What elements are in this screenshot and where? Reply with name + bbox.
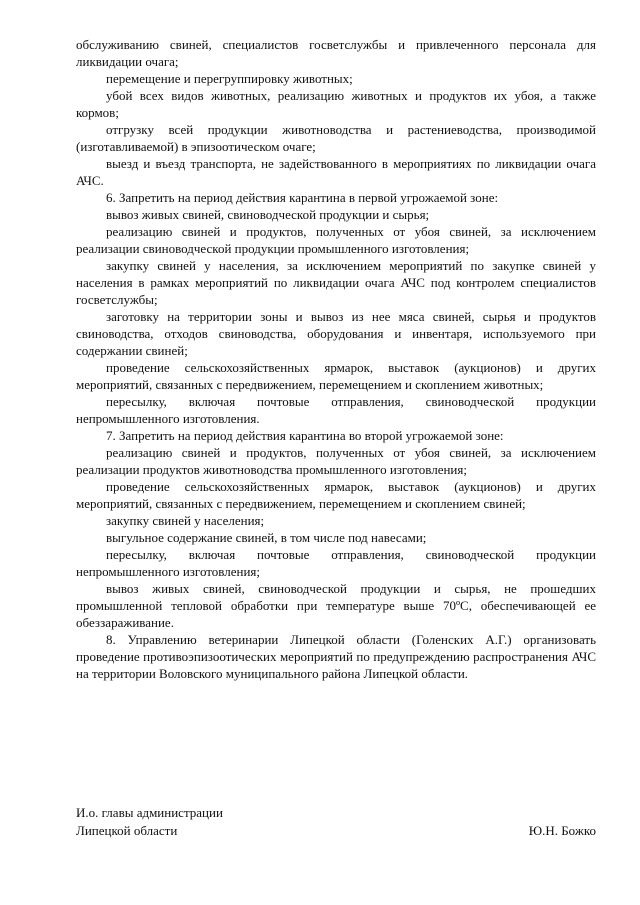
paragraph: выезд и въезд транспорта, не задействованного в мероприятиях по ликвидации очага АЧС. [76,156,596,188]
paragraph: 7. Запретить на период действия карантина во второй угрожаемой зоне: [106,428,504,443]
signature-row [76,822,596,840]
paragraph: пересылку, включая почтовые отправления, свиноводческой продукции непромышленного изготовления; [76,547,596,579]
paragraph: реализацию свиней и продуктов, полученных от убоя свиней, за исключением реализации продуктов животноводства промышленного изготовления; [76,445,596,477]
paragraph: вывоз живых свиней, свиноводческой продукции и сырья, не прошедших промышленной тепловой обработки при температуре выше 70ºС, обеспечивающей ее обеззараживание. [76,581,596,630]
paragraph: пересылку, включая почтовые отправления, свиноводческой продукции непромышленного изготовления. [76,394,596,426]
signatory-name: Ю.Н. Божко [528,823,596,838]
paragraph: 6. Запретить на период действия карантина в первой угрожаемой зоне: [106,190,499,205]
signatory-title-line2: Липецкой области [76,823,178,838]
paragraph: убой всех видов животных, реализацию животных и продуктов их убоя, а также кормов; [76,88,596,120]
paragraph: 8. Управлению ветеринарии Липецкой области (Голенских А.Г.) организовать проведение противоэпизоотических мероприятий по предупреждению распространения АЧС на территории Воловского муниципального района Липецкой области. [76,632,596,681]
paragraph: отгрузку всей продукции животноводства и растениеводства, производимой (изготавливаемой) в эпизоотическом очаге; [76,122,596,154]
paragraph: обслуживанию свиней, специалистов госветслужбы и привлеченного персонала для ликвидации очага; [76,37,596,69]
signature-block [76,804,596,840]
paragraph: перемещение и перегруппировку животных; [106,71,353,86]
paragraph: заготовку на территории зоны и вывоз из нее мяса свиней, сырья и продуктов свиноводства, отходов свиноводства, оборудования и инвентаря, используемого при содержании свиней; [76,309,596,358]
signatory-title-line1: И.о. главы администрации [76,805,223,820]
paragraph: проведение сельскохозяйственных ярмарок, выставок (аукционов) и других мероприятий, связанных с передвижением, перемещением и скоплением животных; [76,360,596,392]
paragraph: реализацию свиней и продуктов, полученных от убоя свиней, за исключением реализации свиноводческой продукции промышленного изготовления; [76,224,596,256]
paragraph: закупку свиней у населения, за исключением мероприятий по закупке свиней у населения в рамках мероприятий по ликвидации очага АЧС под контролем специалистов госветслужбы; [76,258,596,307]
paragraph: проведение сельскохозяйственных ярмарок, выставок (аукционов) и других мероприятий, связанных с передвижением, перемещением и скоплением свиней; [76,479,596,511]
paragraph: выгульное содержание свиней, в том числе под навесами; [106,530,427,545]
paragraph: закупку свиней у населения; [106,513,265,528]
document-body [76,36,596,682]
paragraph: вывоз живых свиней, свиноводческой продукции и сырья; [106,207,430,222]
